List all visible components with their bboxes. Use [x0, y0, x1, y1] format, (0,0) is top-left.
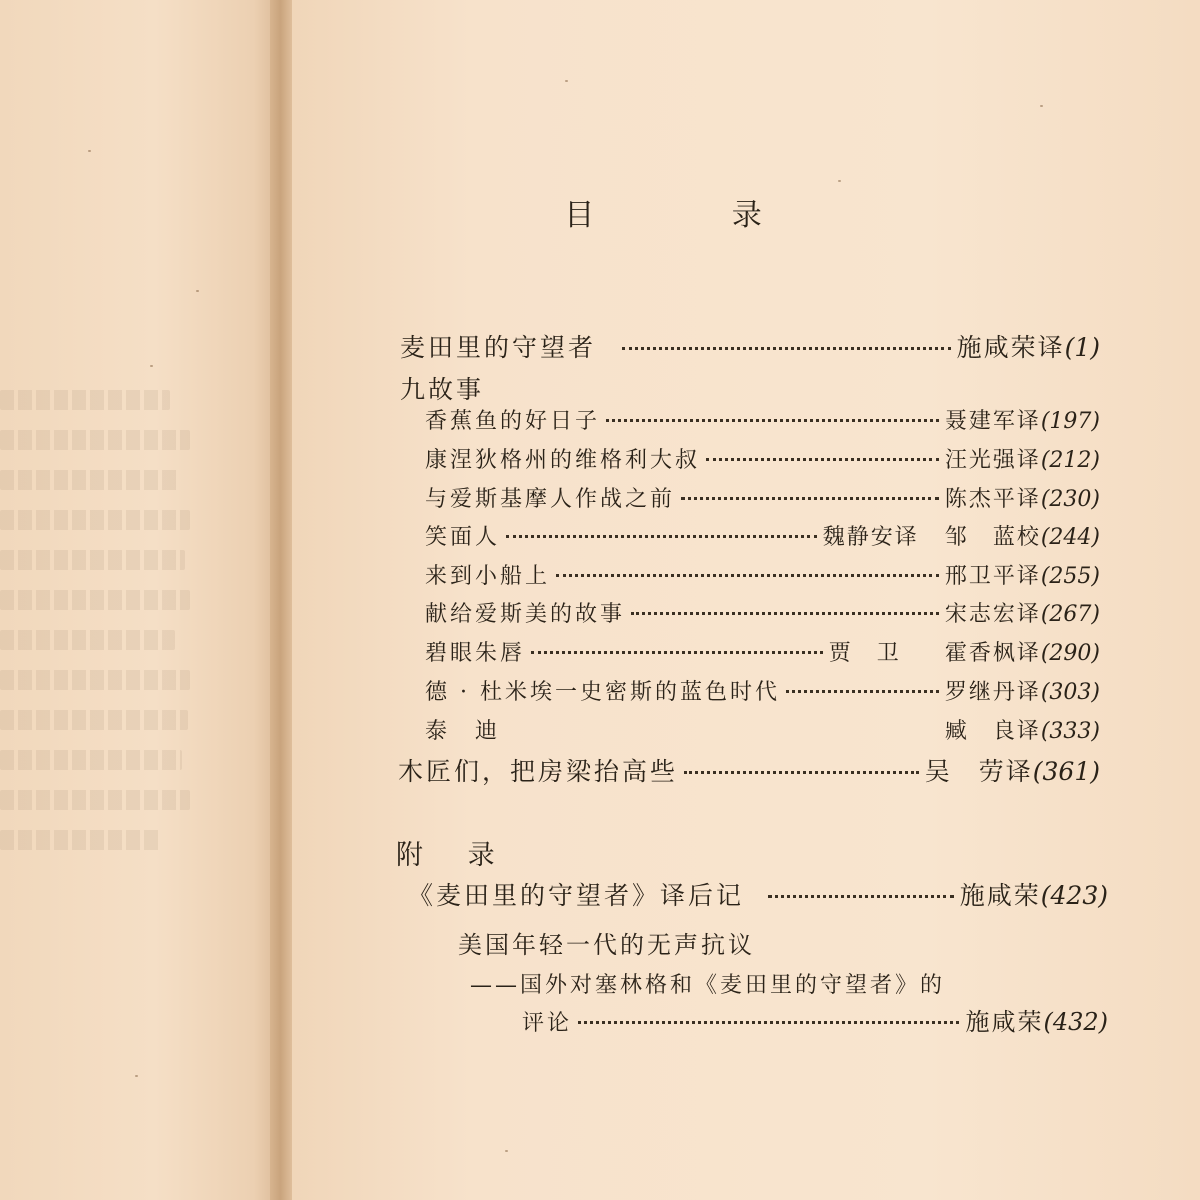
entry-translator: 邢卫平译 — [944, 564, 1041, 589]
paper-speck — [1040, 105, 1043, 107]
entry-page: (267) — [1040, 602, 1100, 627]
toc-entry — [425, 604, 1100, 626]
entry-translator: 聂建军译 — [944, 409, 1041, 434]
entry-translator: 施咸荣译 — [956, 333, 1065, 362]
dot-leader — [681, 497, 939, 500]
dot-leader — [531, 651, 823, 654]
paper-speck — [150, 365, 153, 367]
entry-page: (197) — [1040, 409, 1100, 434]
entry-page: (361) — [1032, 757, 1100, 786]
entry-page: (230) — [1040, 487, 1100, 512]
toc-entry — [425, 566, 1100, 588]
toc-entry — [425, 527, 1100, 549]
dot-leader — [606, 419, 939, 422]
essay-title: 美国年轻一代的无声抗议 — [458, 931, 755, 959]
toc-entry — [408, 883, 1108, 908]
dot-leader — [556, 574, 939, 577]
toc-entry — [425, 643, 1100, 665]
entry-extra: 贾 卫 — [828, 641, 901, 666]
dot-leader — [631, 612, 939, 615]
entry-page: (303) — [1040, 680, 1100, 705]
dot-leader — [622, 347, 951, 350]
paper-speck — [196, 290, 199, 292]
entry-translator: 汪光强译 — [944, 448, 1041, 473]
section-heading-appendix: 附 录 — [396, 840, 513, 871]
entry-translator: 霍香枫译 — [944, 641, 1041, 666]
paper-speck — [565, 80, 568, 82]
entry-translator: 吴 劳译 — [924, 757, 1033, 786]
entry-translator: 施咸荣 — [965, 1008, 1044, 1036]
toc-entry — [425, 489, 1100, 511]
toc-entry — [425, 411, 1100, 433]
dot-leader — [684, 771, 919, 774]
toc-entry — [398, 759, 1100, 784]
essay-subtitle: ——国外对塞林格和《麦田里的守望者》的 — [470, 973, 946, 998]
entry-title: 香蕉鱼的好日子 — [425, 409, 601, 434]
paper-speck — [505, 1150, 508, 1152]
entry-title: 康涅狄格州的维格利大叔 — [425, 448, 701, 473]
entry-translator: 施咸荣 — [959, 881, 1041, 910]
left-page — [0, 0, 282, 1200]
entry-title: 木匠们，把房梁抬高些 — [398, 757, 679, 786]
entry-page: (290) — [1040, 641, 1100, 666]
entry-page: (423) — [1040, 881, 1108, 910]
toc-entry — [425, 450, 1100, 472]
show-through-text — [0, 390, 200, 870]
entry-title: 碧眼朱唇 — [425, 641, 526, 666]
entry-page: (432) — [1043, 1008, 1108, 1036]
entry-translator: 宋志宏译 — [944, 602, 1041, 627]
entry-title: 泰 迪 — [425, 719, 501, 744]
toc-entry — [425, 682, 1100, 704]
entry-title: 《麦田里的守望者》译后记 — [408, 881, 745, 910]
entry-title: 与爱斯基摩人作战之前 — [425, 487, 676, 512]
dot-leader — [578, 1021, 959, 1024]
dot-leader — [506, 535, 817, 538]
entry-page: (333) — [1040, 719, 1100, 744]
section-heading-nine-stories: 九故事 — [400, 375, 485, 404]
entry-title: 评论 — [522, 1011, 573, 1036]
entry-title: 献给爱斯美的故事 — [425, 602, 626, 627]
paper-speck — [838, 180, 841, 182]
entry-title: 德 · 杜米埃一史密斯的蓝色时代 — [425, 680, 780, 705]
dot-leader — [706, 458, 939, 461]
toc-entry — [522, 1010, 1108, 1035]
toc-entry — [425, 721, 1100, 743]
entry-page: (255) — [1040, 564, 1100, 589]
entry-page: (244) — [1040, 525, 1100, 550]
entry-translator: 邹 蓝校 — [944, 525, 1041, 550]
entry-title: 麦田里的守望者 — [400, 333, 597, 362]
dot-leader — [506, 729, 939, 732]
entry-translator: 陈杰平译 — [944, 487, 1041, 512]
entry-translator: 罗继丹译 — [944, 680, 1041, 705]
entry-translator: 臧 良译 — [944, 719, 1041, 744]
entry-title: 笑面人 — [425, 525, 501, 550]
paper-speck — [135, 1075, 138, 1077]
entry-title: 来到小船上 — [425, 564, 551, 589]
dot-leader — [768, 895, 954, 898]
entry-page: (212) — [1040, 448, 1100, 473]
toc-entry — [400, 335, 1100, 360]
dot-leader — [786, 690, 939, 693]
entry-page: (1) — [1064, 333, 1100, 362]
entry-extra: 魏静安译 — [822, 525, 919, 550]
toc-title: 目 录 — [564, 198, 826, 233]
paper-speck — [88, 150, 91, 152]
